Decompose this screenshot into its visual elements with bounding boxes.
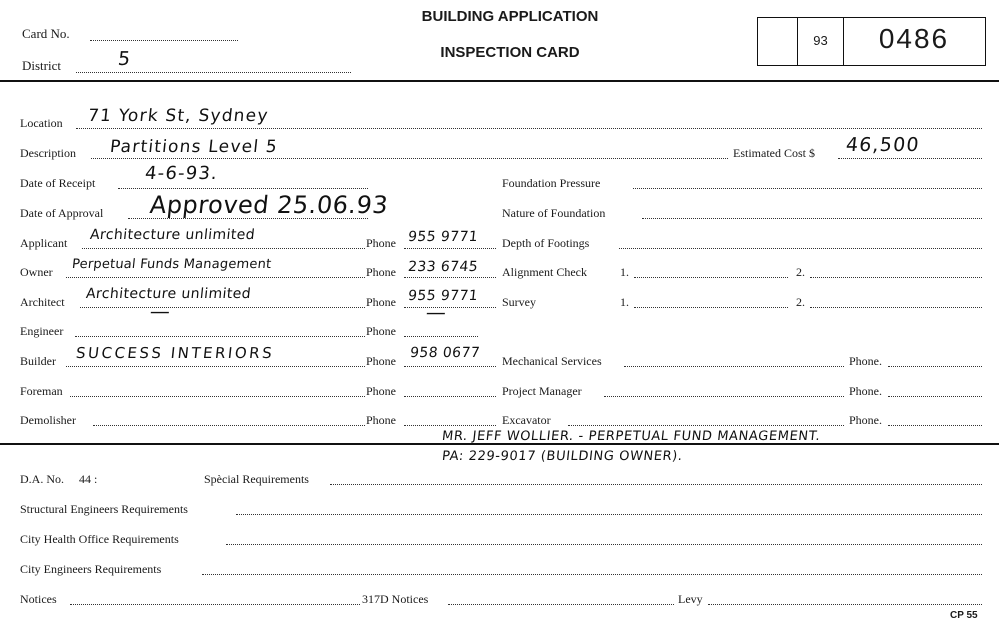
nature-of-foundation-label: Nature of Foundation [502,206,606,220]
owner-phone-field[interactable] [404,277,496,278]
builder-value: SUCCESS INTERIORS [75,344,276,362]
architect-value: Architecture unlimited [85,286,252,302]
architect-phone-field[interactable] [404,307,496,308]
applicant-field[interactable] [82,248,365,249]
foreman-field[interactable] [70,396,365,397]
alignment-check-field-2[interactable] [810,277,982,278]
owner-value: Perpetual Funds Management [71,257,273,272]
date-of-receipt-value: 4-6-93. [143,163,220,184]
builder-field[interactable] [66,366,365,367]
applicant-phone-field[interactable] [404,248,496,249]
district-label: District [22,58,61,73]
notices-317d-label: 317D Notices [362,592,429,606]
form-title-line2: INSPECTION CARD [440,44,580,61]
district-field[interactable] [76,72,351,73]
structural-engineers-label: Structural Engineers Requirements [20,502,188,516]
notices-field[interactable] [70,604,360,605]
demolisher-phone-label: Phone [366,413,396,427]
levy-field[interactable] [708,604,982,605]
year-code: 93 [813,33,828,48]
engineer-label: Engineer [20,324,64,338]
foreman-label: Foreman [20,384,63,398]
demolisher-label: Demolisher [20,413,76,427]
applicant-phone-label: Phone [366,236,396,250]
handwritten-note-line1: MR. JEFF WOLLIER. - PERPETUAL FUND MANAGEMENT. [441,429,822,444]
survey-item-1: 1. [620,295,629,309]
mechanical-services-phone-label: Phone. [849,354,882,368]
city-engineers-label: City Engineers Requirements [20,562,162,576]
foreman-phone-field[interactable] [404,396,496,397]
mechanical-services-field[interactable] [624,366,844,367]
location-label: Location [20,116,63,130]
project-manager-label: Project Manager [502,384,582,398]
da-no-value: 44 : [79,472,98,486]
mechanical-services-label: Mechanical Services [502,354,602,368]
project-manager-phone-label: Phone. [849,384,882,398]
alignment-check-field-1[interactable] [634,277,788,278]
special-requirements-field[interactable] [330,484,982,485]
survey-field-2[interactable] [810,307,982,308]
builder-phone-field[interactable] [404,366,496,367]
card-number-box [757,17,986,66]
form-code: CP 55 [950,610,978,621]
survey-label: Survey [502,295,536,309]
location-value: 71 York St, Sydney [86,106,270,126]
builder-label: Builder [20,354,56,368]
owner-phone-label: Phone [366,265,396,279]
excavator-phone-label: Phone. [849,413,882,427]
architect-phone-label: Phone [366,295,396,309]
survey-field-1[interactable] [634,307,788,308]
notices-317d-field[interactable] [448,604,674,605]
applicant-value: Architecture unlimited [89,227,256,243]
card-no-label: Card No. [22,26,70,41]
notices-label: Notices [20,592,57,606]
alignment-check-label: Alignment Check [502,265,587,279]
mechanical-services-phone-field[interactable] [888,366,982,367]
excavator-field[interactable] [568,425,844,426]
levy-label: Levy [678,592,703,606]
alignment-check-item-1: 1. [620,265,629,279]
estimated-cost-field[interactable] [838,158,982,159]
card-number: 0486 [878,23,950,54]
city-health-office-field[interactable] [226,544,982,545]
engineer-field[interactable] [75,336,365,337]
estimated-cost-label: Estimated Cost $ [733,146,815,160]
builder-phone-label: Phone [366,354,396,368]
project-manager-phone-field[interactable] [888,396,982,397]
architect-label: Architect [20,295,65,309]
excavator-phone-field[interactable] [888,425,982,426]
project-manager-field[interactable] [604,396,844,397]
architect-phone-value: 955 9771 [407,288,479,304]
structural-engineers-field[interactable] [236,514,982,515]
depth-of-footings-label: Depth of Footings [502,236,590,250]
engineer-phone-field[interactable] [404,336,478,337]
alignment-check-item-2: 2. [796,265,805,279]
engineer-phone-label: Phone [366,324,396,338]
owner-field[interactable] [66,277,365,278]
applicant-phone-value: 955 9771 [407,229,479,245]
date-of-approval-label: Date of Approval [20,206,104,220]
special-requirements-label: Spècial Requirements [204,472,309,486]
foreman-phone-label: Phone [366,384,396,398]
description-label: Description [20,146,76,160]
foundation-pressure-field[interactable] [633,188,982,189]
date-of-receipt-label: Date of Receipt [20,176,96,190]
handwritten-note-line2: PA: 229-9017 (BUILDING OWNER). [441,449,684,464]
nature-of-foundation-field[interactable] [642,218,982,219]
date-of-receipt-field[interactable] [118,188,368,189]
city-engineers-field[interactable] [202,574,982,575]
da-no-label: D.A. No. [20,472,64,486]
survey-item-2: 2. [796,295,805,309]
district-value: 5 [116,48,133,70]
owner-label: Owner [20,265,53,279]
form-title-line1: BUILDING APPLICATION [421,8,599,25]
engineer-phone-value: — [424,300,449,324]
applicant-label: Applicant [20,236,68,250]
builder-phone-value: 958 0677 [409,345,481,361]
date-of-approval-value: Approved 25.06.93 [148,191,390,219]
description-value: Partitions Level 5 [108,137,279,157]
foundation-pressure-label: Foundation Pressure [502,176,601,190]
location-field[interactable] [76,128,982,129]
estimated-cost-value: 46,500 [844,134,921,156]
card-no-field[interactable] [90,40,238,41]
depth-of-footings-field[interactable] [619,248,982,249]
demolisher-field[interactable] [93,425,365,426]
city-health-office-label: City Health Office Requirements [20,532,179,546]
header-divider [0,80,999,82]
description-field[interactable] [91,158,728,159]
demolisher-phone-field[interactable] [404,425,496,426]
architect-field[interactable] [80,307,365,308]
owner-phone-value: 233 6745 [407,259,479,275]
engineer-value: — [148,299,173,323]
excavator-label: Excavator [502,413,551,427]
